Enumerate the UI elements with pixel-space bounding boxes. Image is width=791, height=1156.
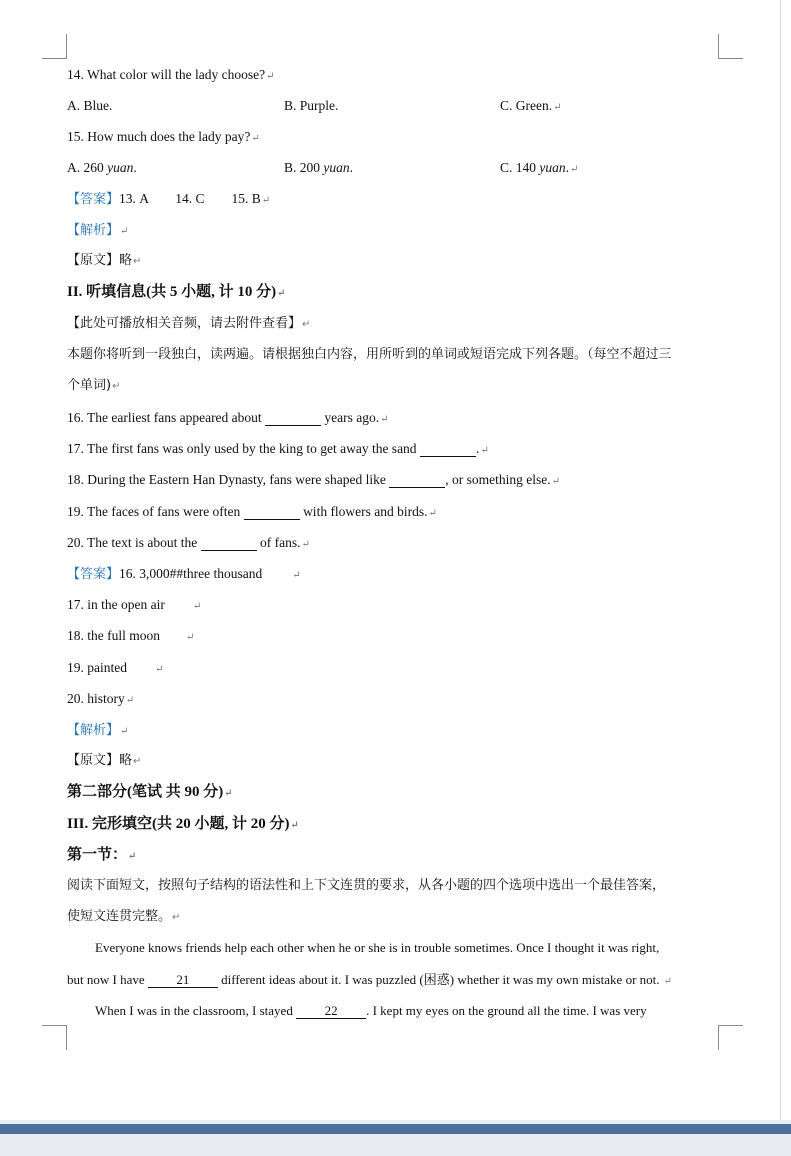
original-text-2: 【原文】略↵: [67, 753, 142, 768]
page-right-edge: [780, 0, 791, 1120]
answer-17: 17. in the open air ↵: [67, 597, 202, 612]
crop-mark-top-left: [42, 34, 67, 59]
crop-mark-bottom-left: [42, 1025, 67, 1050]
q14-option-a: A. Blue.: [67, 98, 113, 113]
crop-mark-bottom-right: [718, 1025, 743, 1050]
section-2-instruction-line-1: 本题你将听到一段独白，读两遍。请根据独白内容，用所听到的单词或短语完成下列各题。（每空不超过三: [67, 347, 672, 362]
answer-13-15: 【答案】13. A 14. C 15. B↵: [67, 191, 271, 207]
horizontal-scrollbar[interactable]: [0, 1124, 791, 1134]
bottom-scroll-area: [0, 1120, 791, 1156]
section-3-instruction-line-1: 阅读下面短文，按照句子结构的语法性和上下文连贯的要求，从各小题的四个选项中选出一个最佳答案，: [67, 878, 666, 893]
section-2-instruction-line-2: 个单词)↵: [67, 378, 121, 393]
blank-22: 22: [296, 1003, 366, 1019]
answer-19: 19. painted ↵: [67, 660, 164, 675]
answer-20: 20. history↵: [67, 691, 135, 706]
q15-option-a: A. 260 yuan.: [67, 160, 137, 175]
question-15: 15. How much does the lady pay?↵: [67, 129, 260, 144]
blank-20: [201, 535, 257, 551]
section-2-title: II. 听填信息(共 5 小题, 计 10 分)↵: [67, 284, 286, 300]
passage-line-3: When I was in the classroom, I stayed 22 . I kept my eyes on the ground all the time. I was very: [95, 1003, 647, 1018]
passage-line-1: Everyone knows friends help each other when he or she is in trouble sometimes. Once I thought it was right,: [95, 940, 660, 955]
q15-option-c: C. 140 yuan.↵: [500, 160, 579, 175]
question-14: 14. What color will the lady choose?↵: [67, 67, 275, 82]
section-3-instruction-line-2: 使短文连贯完整。↵: [67, 909, 181, 924]
analysis-1: 【解析】↵: [67, 223, 129, 238]
answer-18: 18. the full moon ↵: [67, 628, 195, 643]
blank-21: 21: [148, 972, 218, 988]
blank-18: [389, 472, 445, 488]
return-mark: ↵: [266, 71, 275, 82]
question-16: 16. The earliest fans appeared about years ago.↵: [67, 410, 389, 425]
analysis-2: 【解析】↵: [67, 723, 129, 738]
question-19: 19. The faces of fans were often with flowers and birds.↵: [67, 504, 437, 519]
question-18: 18. During the Eastern Han Dynasty, fans were shaped like , or something else.↵: [67, 472, 561, 487]
blank-16: [265, 410, 321, 426]
audio-note: 【此处可播放相关音频，请去附件查看】↵: [67, 316, 311, 331]
part-2-title: 第二部分(笔试 共 90 分)↵: [67, 784, 233, 800]
section-3-title: III. 完形填空(共 20 小题, 计 20 分)↵: [67, 816, 299, 832]
answer-16: 【答案】16. 3,000##three thousand ↵: [67, 566, 301, 582]
crop-mark-top-right: [718, 34, 743, 59]
passage-line-2: but now I have 21 different ideas about it. I was puzzled (困惑) whether it was my own mistake or not. ↵: [67, 972, 672, 987]
question-20: 20. The text is about the of fans.↵: [67, 535, 310, 550]
q14-option-b: B. Purple.: [284, 98, 339, 113]
original-text-1: 【原文】略↵: [67, 253, 142, 268]
blank-19: [244, 504, 300, 520]
q15-option-b: B. 200 yuan.: [284, 160, 354, 175]
q14-option-c: C. Green.↵: [500, 98, 562, 113]
section-3-subtitle: 第一节：↵: [67, 847, 137, 863]
blank-17: [420, 441, 476, 457]
question-17: 17. The first fans was only used by the king to get away the sand .↵: [67, 441, 489, 456]
